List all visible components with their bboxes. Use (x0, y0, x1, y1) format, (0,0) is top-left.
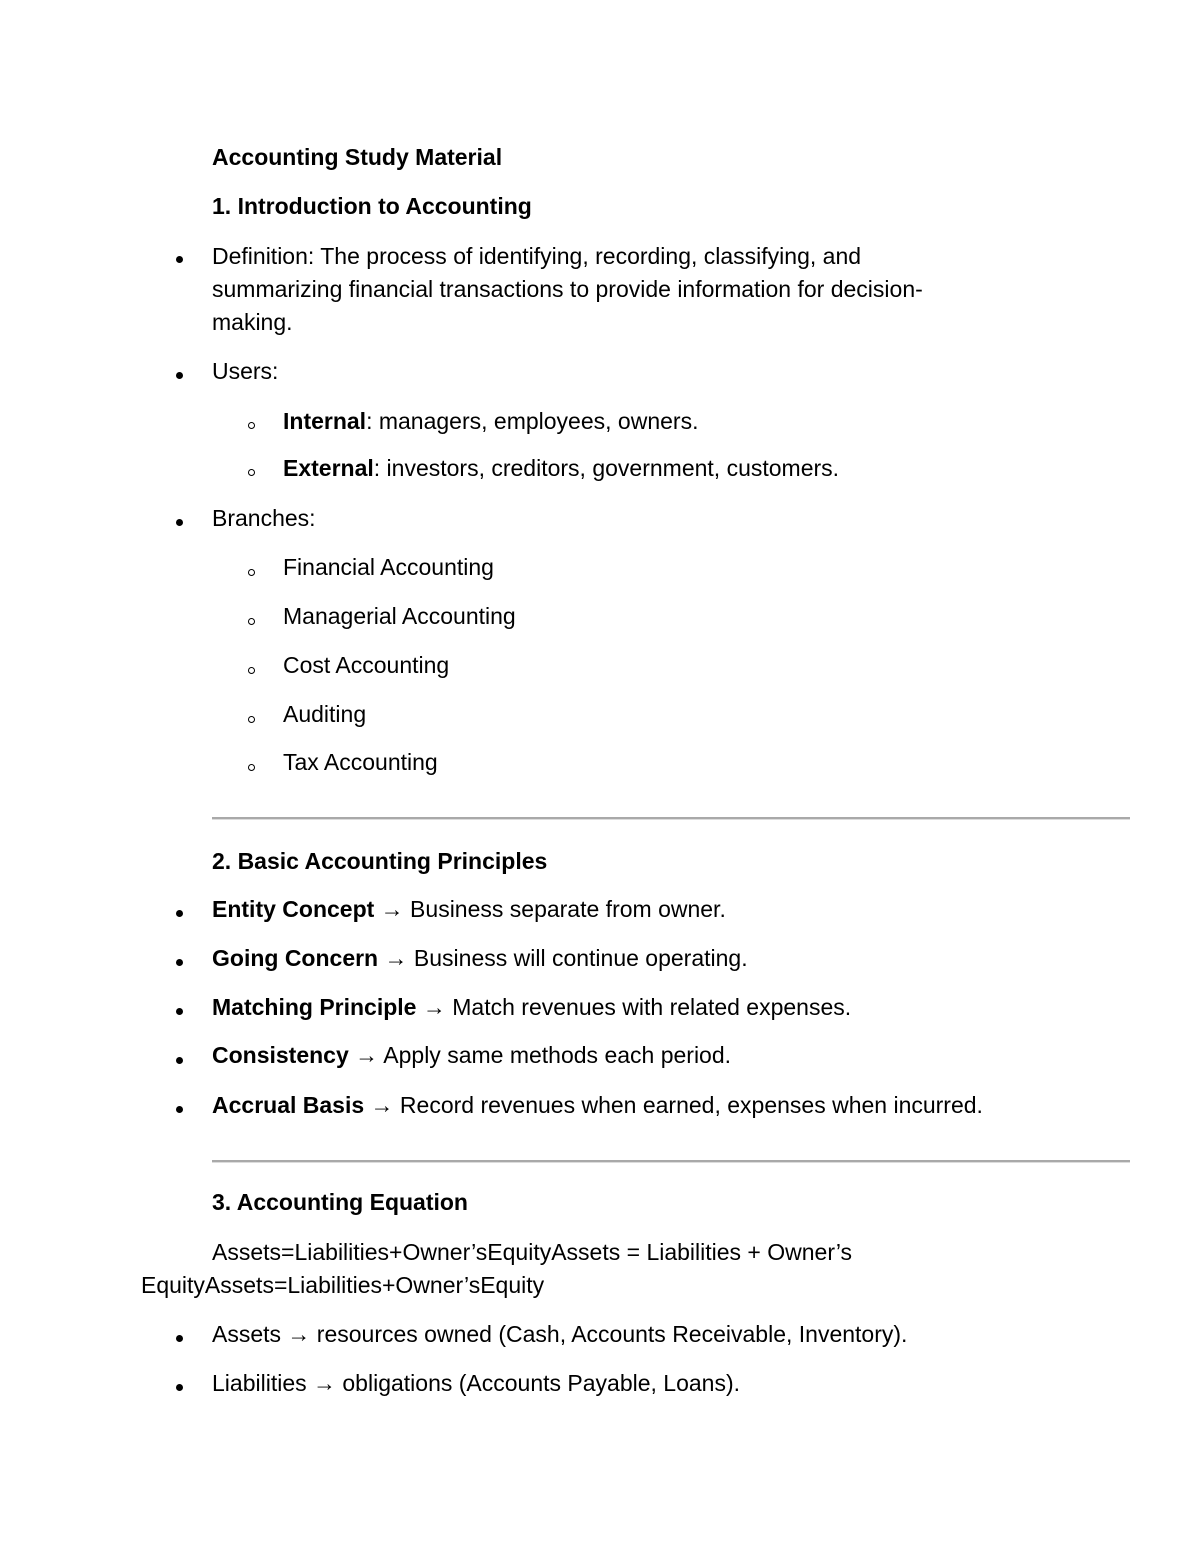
users-external-text: : investors, creditors, government, customers. (373, 455, 840, 481)
branch-item: Cost Accounting (283, 652, 450, 678)
principle-text: → Business will continue operating. (378, 945, 748, 971)
horizontal-rule (212, 1160, 1130, 1163)
principle-item (212, 991, 851, 1024)
users-external-term: External (283, 455, 374, 481)
bullet-icon (176, 519, 183, 526)
circle-bullet-icon (248, 569, 255, 576)
principle-term: Matching Principle (212, 994, 417, 1020)
branch-item: Financial Accounting (283, 554, 494, 580)
bullet-icon (176, 1106, 183, 1113)
users-external (283, 452, 839, 485)
equation-line-2: EquityAssets=Liabilities+Owner’sEquity (141, 1272, 545, 1298)
horizontal-rule (212, 817, 1130, 820)
principle-text: → Apply same methods each period. (348, 1042, 732, 1068)
section-heading-introduction: 1. Introduction to Accounting (212, 193, 532, 219)
definition-line-1: Definition: The process of identifying, recording, classifying, and (212, 243, 862, 269)
branch-item: Auditing (283, 701, 367, 727)
bullet-icon (176, 1057, 183, 1064)
bullet-icon (176, 372, 183, 379)
users-label: Users: (212, 358, 279, 384)
circle-bullet-icon (248, 764, 255, 771)
principle-term: Consistency (212, 1042, 349, 1068)
principle-text: → Business separate from owner. (374, 896, 726, 922)
definition-line-2: summarizing financial transactions to provide information for decision- (212, 276, 923, 302)
principle-item (212, 1039, 731, 1072)
principle-item (212, 893, 726, 926)
principle-term: Going Concern (212, 945, 379, 971)
bullet-icon (176, 1008, 183, 1015)
users-internal-text: : managers, employees, owners. (366, 408, 699, 434)
equation-item-liabilities: Liabilities → obligations (Accounts Payable, Loans). (212, 1370, 741, 1396)
document-title: Accounting Study Material (212, 144, 503, 170)
equation-line-1: Assets=Liabilities+Owner’sEquityAssets = Liabilities + Owner’s (212, 1239, 853, 1265)
circle-bullet-icon (248, 469, 255, 476)
bullet-icon (176, 1384, 183, 1391)
branch-item: Managerial Accounting (283, 603, 516, 629)
branch-item: Tax Accounting (283, 749, 438, 775)
principle-term: Accrual Basis (212, 1092, 365, 1118)
bullet-icon (176, 256, 183, 263)
section-heading-equation: 3. Accounting Equation (212, 1189, 468, 1215)
circle-bullet-icon (248, 716, 255, 723)
equation-item-assets: Assets → resources owned (Cash, Accounts Receivable, Inventory). (212, 1321, 908, 1347)
bullet-icon (176, 1335, 183, 1342)
bullet-icon (176, 910, 183, 917)
circle-bullet-icon (248, 618, 255, 625)
circle-bullet-icon (248, 667, 255, 674)
users-internal-term: Internal (283, 408, 367, 434)
branches-label: Branches: (212, 505, 316, 531)
principle-item (212, 942, 748, 975)
principle-item (212, 1089, 983, 1122)
principle-text: → Record revenues when earned, expenses when incurred. (364, 1092, 983, 1118)
bullet-icon (176, 959, 183, 966)
principle-term: Entity Concept (212, 896, 375, 922)
section-heading-principles: 2. Basic Accounting Principles (212, 848, 548, 874)
circle-bullet-icon (248, 422, 255, 429)
principle-text: → Match revenues with related expenses. (416, 994, 852, 1020)
definition-line-3: making. (212, 309, 293, 335)
users-internal (283, 405, 698, 438)
